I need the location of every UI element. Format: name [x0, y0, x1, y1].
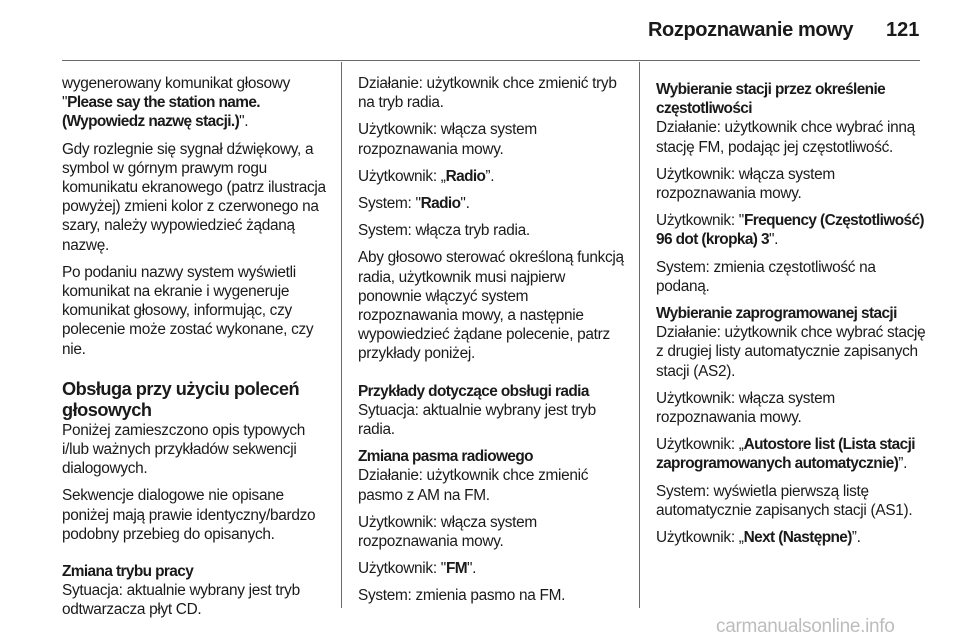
paragraph: Użytkownik: „Next (Następne)”.	[656, 529, 861, 547]
voice-command: Radio	[445, 167, 486, 185]
paragraph: wygenerowany komunikat głosowy "Please say the station name. (Wypowiedz nazwę stacji.)".	[62, 75, 290, 131]
paragraph: Użytkownik: „Autostore list (Lista stacji zaprogramowanych automatycznie)”.	[656, 436, 915, 473]
paragraph: Użytkownik: "FM".	[358, 560, 477, 578]
page-number: 121	[886, 19, 920, 41]
paragraph: System: zmienia pasmo na FM.	[358, 587, 566, 605]
paragraph: Gdy rozlegnie się sygnał dźwiękowy, a symbol w górnym prawym rogu komunikatu ekranowego (patrz ilustracja powyżej) zmieni kolor z czerwonego na szary, należy wypowiedzieć żądaną nazwę.	[62, 140, 326, 254]
voice-command: Next (Następne)	[743, 529, 852, 547]
paragraph: Użytkownik: włącza system rozpoznawania mowy.	[656, 165, 835, 203]
paragraph: Użytkownik: "Frequency (Częstotliwość) 96 dot (kropka) 3".	[656, 212, 924, 249]
paragraph: Działanie: użytkownik chce wybrać inną stację FM, podając jej częstotliwość.	[656, 119, 915, 156]
column-3	[656, 80, 926, 555]
paragraph: System: zmienia częstotliwość na podaną.	[656, 258, 876, 295]
header-rule	[62, 60, 920, 61]
column-1	[62, 74, 332, 628]
subheading: Wybieranie stacji przez określenie częstotliwości	[656, 81, 886, 118]
column-divider-2	[639, 62, 640, 608]
subheading: Wybieranie zaprogramowanej stacji	[656, 305, 897, 323]
watermark: carmanualsonline.info	[716, 616, 895, 637]
paragraph: System: "Radio".	[358, 195, 470, 213]
voice-command: Autostore list (Lista stacji zaprogramowanych automatycznie)	[656, 436, 915, 473]
voice-command: FM	[445, 560, 467, 578]
paragraph: Po podaniu nazwy system wyświetli komunikat na ekranie i wygeneruje komunikat głosowy, informując, czy polecenie może zostać wykonane, czy nie.	[62, 263, 314, 358]
paragraph: Użytkownik: włącza system rozpoznawania mowy.	[656, 389, 835, 427]
paragraph: Użytkownik: „Radio”.	[358, 167, 495, 185]
paragraph: Poniżej zamieszczono opis typowych i/lub ważnych przykładów sekwencji dialogowych.	[62, 421, 306, 478]
paragraph: Działanie: użytkownik chce zmienić tryb na tryb radia.	[358, 75, 617, 112]
paragraph: Sekwencje dialogowe nie opisane poniżej mają prawie identyczny/bardzo podobny przebieg do opisanych.	[62, 487, 316, 543]
paragraph: System: włącza tryb radia.	[358, 222, 530, 240]
paragraph: Aby głosowo sterować określoną funkcją radia, użytkownik musi najpierw ponownie włączyć system rozpoznawania mowy, a następnie wypowiedzieć żądane polecenie, patrz przykłady poniżej.	[358, 249, 624, 363]
subheading: Zmiana pasma radiowego	[358, 448, 533, 466]
paragraph: Sytuacja: aktualnie wybrany jest tryb odtwarzacza płyt CD.	[62, 582, 300, 619]
voice-response: Radio	[420, 195, 461, 213]
paragraph: Użytkownik: włącza system rozpoznawania mowy.	[358, 121, 537, 158]
section-heading: Obsługa przy użyciu poleceń głosowych	[62, 378, 300, 420]
subheading: Przykłady dotyczące obsługi radia	[358, 382, 589, 400]
paragraph: Działanie: użytkownik chce zmienić pasmo z AM na FM.	[358, 467, 589, 504]
voice-command: Frequency (Częstotliwość) 96 dot (kropka) 3	[656, 212, 924, 249]
page-title: Rozpoznawanie mowy	[648, 19, 854, 41]
column-2	[358, 74, 628, 614]
paragraph: System: wyświetla pierwszą listę automatycznie zapisanych stacji (AS1).	[656, 482, 913, 519]
paragraph: Użytkownik: włącza system rozpoznawania mowy.	[358, 513, 537, 551]
voice-prompt: Please say the station name. (Wypowiedz nazwę stacji.)	[62, 94, 260, 131]
paragraph: Działanie: użytkownik chce wybrać stację z drugiej listy automatycznie zapisanych stacji (AS2).	[656, 324, 926, 380]
column-divider-1	[341, 62, 342, 608]
subheading: Zmiana trybu pracy	[62, 563, 194, 581]
paragraph: Sytuacja: aktualnie wybrany jest tryb radia.	[358, 401, 596, 439]
